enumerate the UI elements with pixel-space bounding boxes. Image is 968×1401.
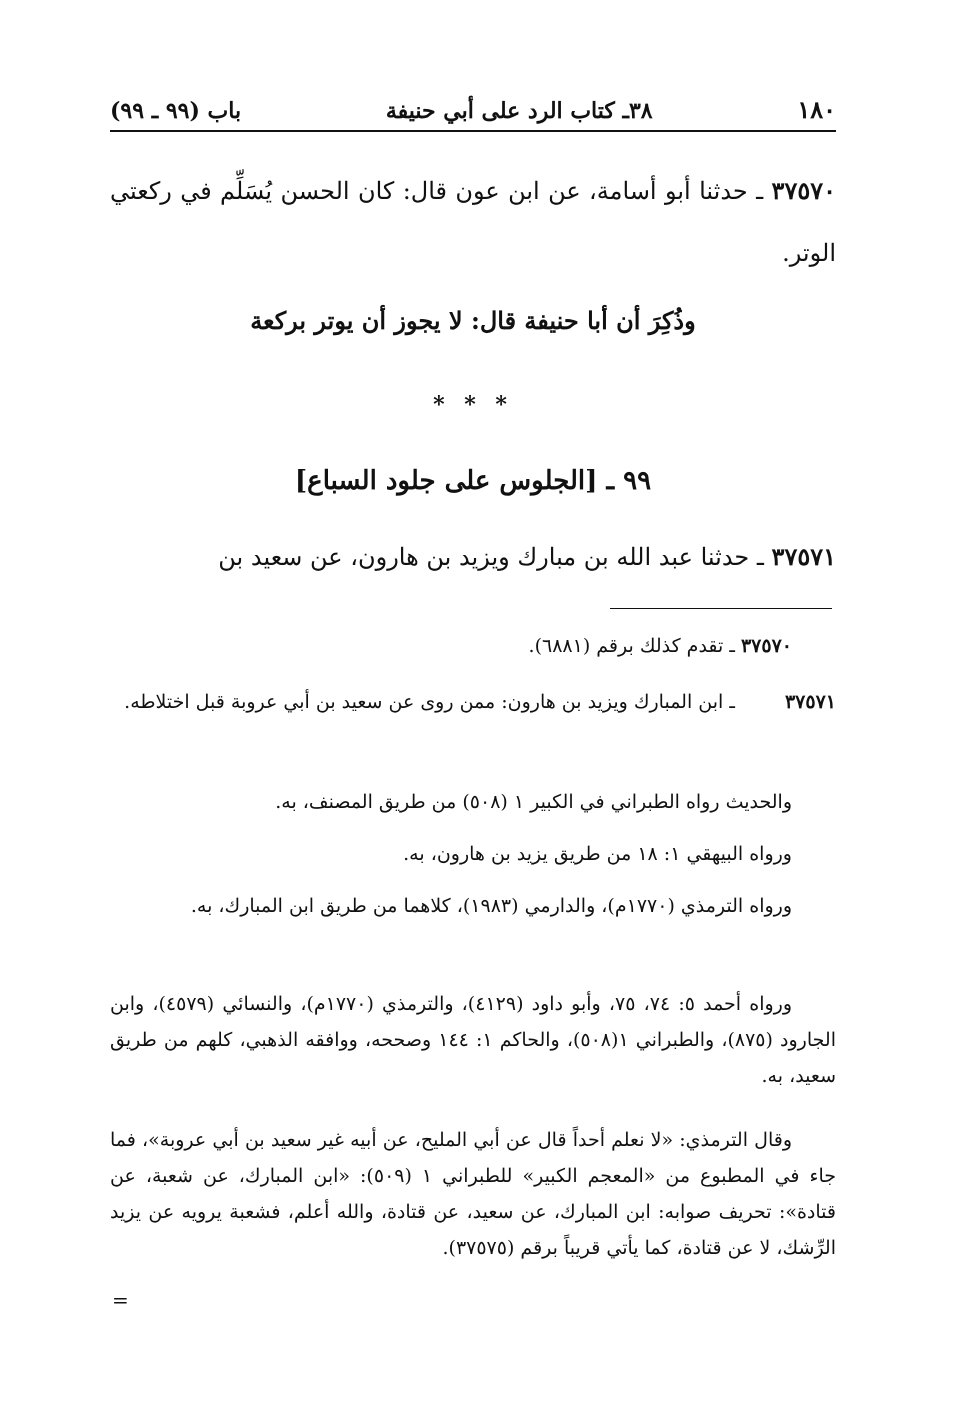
footnote-text: وقال الترمذي: «لا نعلم أحداً قال عن أبي المليح، عن أبيه غير سعيد بن أبي عروبة»، فما جاء في المطبوع من «المعجم الكبير» للطبراني ١ (٥٠٩): «ابن المبارك، عن شعبة، عن قتادة»: تحريف صوابه: ابن المبارك، عن سعيد، عن قتادة، والله أعلم، فشعبة يرويه عن يزيد الرِّشك، لا عن قتادة، كما يأتي قريباً برقم (٣٧٥٧٥). xyxy=(110,1129,836,1259)
book-title: ٣٨ـ كتاب الرد على أبي حنيفة xyxy=(385,98,653,124)
footnote-37570 xyxy=(110,628,836,664)
footnote-paragraph xyxy=(110,888,836,924)
footnote-text: والحديث رواه الطبراني في الكبير ١ (٥٠٨) من طريق المصنف، به. xyxy=(275,791,792,813)
page-header xyxy=(110,88,836,132)
footnote-paragraph xyxy=(110,1122,836,1266)
continuation-mark: = xyxy=(112,1288,129,1312)
footnote-paragraph xyxy=(110,986,836,1094)
section-separator: * * * xyxy=(433,392,513,418)
footnote-paragraph xyxy=(110,836,836,872)
chapter-heading: ٩٩ ـ [الجلوس على جلود السباع] xyxy=(294,466,652,496)
hadith-37570 xyxy=(110,160,836,284)
footnote-text: ـ ابن المبارك ويزيد بن هارون: ممن روى عن سعيد بن أبي عروبة قبل اختلاطه. xyxy=(124,691,741,713)
footnote-divider xyxy=(610,608,832,609)
footnote-text: ورواه الترمذي (١٧٧٠م)، والدارمي (١٩٨٣)، كلاهما من طريق ابن المبارك، به. xyxy=(190,895,792,917)
footnote-37571 xyxy=(110,684,836,720)
footnote-paragraph xyxy=(110,784,836,820)
hadith-text: ـ حدثنا عبد الله بن مبارك ويزيد بن هارون، عن سعيد بن xyxy=(218,543,772,571)
footnote-number: ٣٧٥٧١ xyxy=(784,691,836,713)
hadith-number: ٣٧٥٧١ xyxy=(771,542,836,571)
page-number: ١٨٠ xyxy=(797,95,836,124)
footnote-text: ورواه أحمد ٥: ٧٤، ٧٥، وأبو داود (٤١٢٩)، والترمذي (١٧٧٠م)، والنسائي (٤٥٧٩)، وابن الجارود (٨٧٥)، والطبراني ١(٥٠٨)، والحاكم ١: ١٤٤ وصححه، ووافقه الذهبي، كلهم من طريق سعيد، به. xyxy=(110,993,836,1087)
footnote-text: ورواه البيهقي ١: ١٨ من طريق يزيد بن هارون، به. xyxy=(403,843,792,865)
hadith-37571 xyxy=(110,526,836,588)
abu-hanifa-statement: وذُكِرَ أن أبا حنيفة قال: لا يجوز أن يوتر بركعة xyxy=(250,306,696,335)
hadith-text: ـ حدثنا أبو أسامة، عن ابن عون قال: كان الحسن يُسَلِّم في ركعتي الوتر. xyxy=(110,177,836,267)
footnote-number: ٣٧٥٧٠ xyxy=(740,635,792,657)
footnote-text: ـ تقدم كذلك برقم (٦٨٨١). xyxy=(528,635,741,657)
hadith-number: ٣٧٥٧٠ xyxy=(771,176,836,205)
chapter-range: باب (٩٩ ـ ٩٩) xyxy=(110,98,242,124)
